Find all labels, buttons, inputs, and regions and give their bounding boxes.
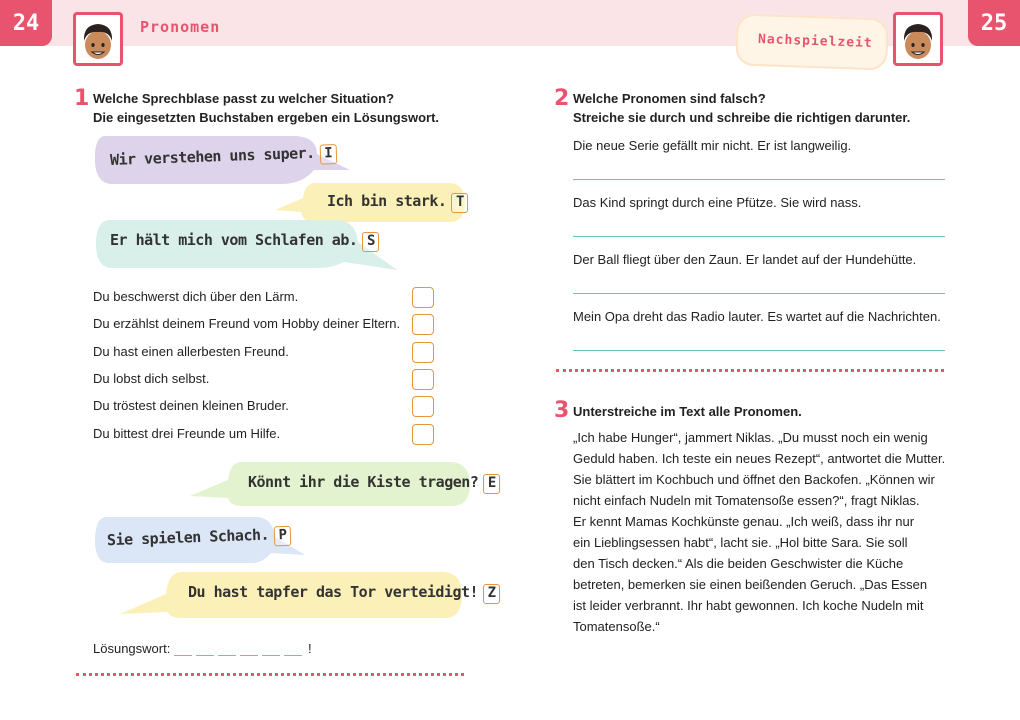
letter-box: I: [319, 144, 337, 165]
answer-box[interactable]: [412, 287, 434, 308]
left-page-number: 24: [0, 0, 52, 46]
task-1-number: 1: [74, 86, 90, 111]
situation-text: Du tröstest deinen kleinen Bruder.: [93, 398, 289, 413]
solution-blank[interactable]: [218, 655, 236, 656]
story-line: betreten, bemerken sie einen beißenden Geruch. „Das Essen: [573, 577, 928, 592]
story-line: Tomatensoße.“: [573, 619, 660, 634]
task-2-sentence: Die neue Serie gefällt mir nicht. Er ist langweilig.: [573, 138, 852, 153]
task-3-instruction: Unterstreiche im Text alle Pronomen.: [573, 404, 802, 419]
story-line: den Tisch decken.“ Als die beiden Geschwister die Küche: [573, 556, 904, 571]
story-line: Er kennt Mamas Kochkünste genau. „Ich weiß, dass ihr nur: [573, 514, 915, 529]
letter-box: E: [483, 474, 500, 494]
story-line: nicht einfach Nudeln mit Tomatensoße essen?“, fragt Niklas.: [573, 493, 920, 508]
situation-text: Du hast einen allerbesten Freund.: [93, 344, 289, 359]
situation-text: Du bittest drei Freunde um Hilfe.: [93, 426, 281, 441]
task-1-instruction: Welche Sprechblase passt zu welcher Situation?: [93, 91, 395, 106]
letter-box: S: [362, 232, 379, 252]
task-2-instruction: Streiche sie durch und schreibe die richtigen darunter.: [573, 110, 911, 125]
task-1-instruction: Die eingesetzten Buchstaben ergeben ein Lösungswort.: [93, 110, 440, 125]
letter-box: P: [274, 526, 292, 547]
situation-text: Du lobst dich selbst.: [93, 371, 210, 386]
answer-line[interactable]: [573, 350, 945, 351]
situation-text: Du erzählst deinem Freund vom Hobby deiner Eltern.: [93, 316, 401, 331]
dotted-divider: [76, 673, 464, 676]
task-3-number: 3: [554, 398, 570, 423]
bubble-text: Du hast tapfer das Tor verteidigt!: [188, 583, 479, 601]
answer-box[interactable]: [412, 314, 434, 335]
task-2-sentence: Mein Opa dreht das Radio lauter. Es wartet auf die Nachrichten.: [573, 309, 941, 324]
letter-box: T: [451, 193, 468, 213]
solution-blank[interactable]: [174, 655, 192, 656]
story-line: ist leider verbrannt. Ihr habt gewonnen. Ich koche Nudeln mit: [573, 598, 924, 613]
answer-line[interactable]: [573, 236, 945, 237]
situation-text: Du beschwerst dich über den Lärm.: [93, 289, 299, 304]
nachspielzeit-label: Nachspielzeit: [757, 32, 873, 51]
answer-line[interactable]: [573, 293, 945, 294]
bubble-text: Sie spielen Schach.: [106, 525, 270, 550]
dotted-divider: [556, 369, 944, 372]
letter-box: Z: [483, 584, 500, 604]
task-2-sentence: Der Ball fliegt über den Zaun. Er landet auf der Hundehütte.: [573, 252, 917, 267]
boy-face-icon: [73, 12, 123, 66]
task-2-sentence: Das Kind springt durch eine Pfütze. Sie wird nass.: [573, 195, 862, 210]
story-line: ein Lieblingsessen habt“, lacht sie. „Hol bitte Sara. Sie soll: [573, 535, 908, 550]
boy-face-icon: [893, 12, 943, 66]
nachspielzeit-badge: [736, 16, 896, 70]
bubble-text: Könnt ihr die Kiste tragen?: [248, 473, 479, 491]
answer-box[interactable]: [412, 342, 434, 363]
bubble-text: Ich bin stark.: [327, 192, 447, 210]
solution-exclamation: !: [308, 641, 312, 656]
answer-box[interactable]: [412, 396, 434, 417]
solution-blank[interactable]: [240, 655, 258, 656]
answer-box[interactable]: [412, 369, 434, 390]
bubble-text: Er hält mich vom Schlafen ab.: [110, 231, 358, 249]
story-line: „Ich habe Hunger“, jammert Niklas. „Du musst noch ein wenig: [573, 430, 928, 445]
page-title: Pronomen: [140, 18, 221, 36]
solution-blank[interactable]: [284, 655, 302, 656]
story-line: Sie blättert im Kochbuch und öffnet den Backofen. „Können wir: [573, 472, 935, 487]
solution-label: Lösungswort:: [93, 641, 171, 656]
story-line: Geduld haben. Ich teste ein neues Rezept“, antwortet die Mutter.: [573, 451, 946, 466]
task-2-instruction: Welche Pronomen sind falsch?: [573, 91, 766, 106]
answer-line[interactable]: [573, 179, 945, 180]
solution-blank[interactable]: [262, 655, 280, 656]
right-page-number: 25: [968, 0, 1020, 46]
task-2-number: 2: [554, 86, 570, 111]
solution-blank[interactable]: [196, 655, 214, 656]
bubble-text: Wir verstehen uns super.: [109, 143, 315, 169]
answer-box[interactable]: [412, 424, 434, 445]
